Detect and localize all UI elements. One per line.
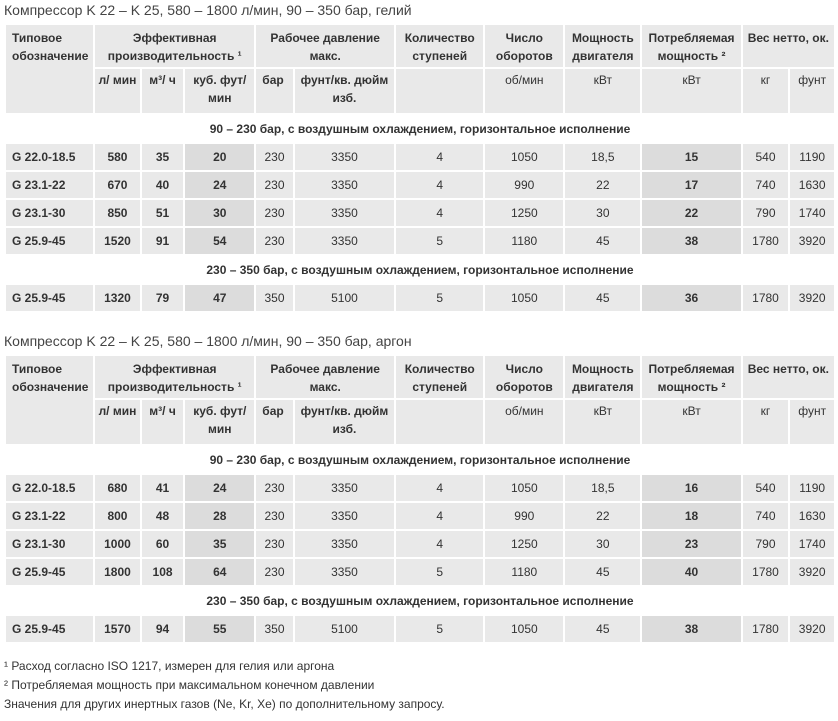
section-label: 230 – 350 бар, с воздушным охлаждением, горизонтальное исполнение <box>6 256 834 283</box>
header-motor: Мощность двигателя <box>565 356 640 398</box>
value-cell: 64 <box>185 559 254 585</box>
table-row <box>6 285 834 311</box>
value-cell: 18,5 <box>565 475 640 501</box>
value-cell: 47 <box>185 285 254 311</box>
value-cell: 230 <box>256 503 292 529</box>
value-cell: 23 <box>642 531 740 557</box>
value-cell: 230 <box>256 559 292 585</box>
unit-cell: м³/ ч <box>142 400 184 444</box>
value-cell: 1000 <box>95 531 140 557</box>
value-cell: 45 <box>565 559 640 585</box>
unit-cell: бар <box>256 400 292 444</box>
value-cell: 3920 <box>790 616 834 642</box>
value-cell: 5100 <box>295 285 394 311</box>
value-cell: 51 <box>142 200 184 226</box>
value-cell: 1740 <box>790 200 834 226</box>
value-cell: 17 <box>642 172 740 198</box>
value-cell: 5 <box>396 616 483 642</box>
value-cell: 4 <box>396 144 483 170</box>
unit-cell <box>396 400 483 444</box>
value-cell: 4 <box>396 475 483 501</box>
header-capacity: Эффективная производительность ¹ <box>95 356 254 398</box>
header-model: Типовое обозначение <box>6 25 93 113</box>
section-row <box>6 256 834 283</box>
value-cell: 350 <box>256 285 292 311</box>
unit-cell: куб. фут/ мин <box>185 69 254 113</box>
unit-cell <box>396 69 483 113</box>
value-cell: 45 <box>565 285 640 311</box>
unit-cell: об/мин <box>485 400 563 444</box>
value-cell: 5100 <box>295 616 394 642</box>
value-cell: 3350 <box>295 144 394 170</box>
spec-table <box>4 354 836 644</box>
value-cell: 3920 <box>790 559 834 585</box>
section-label: 230 – 350 бар, с воздушным охлаждением, горизонтальное исполнение <box>6 587 834 614</box>
value-cell: 28 <box>185 503 254 529</box>
value-cell: 3920 <box>790 285 834 311</box>
model-cell: G 23.1-22 <box>6 503 93 529</box>
units-row <box>6 400 834 444</box>
value-cell: 580 <box>95 144 140 170</box>
model-cell: G 25.9-45 <box>6 616 93 642</box>
value-cell: 18,5 <box>565 144 640 170</box>
value-cell: 4 <box>396 503 483 529</box>
value-cell: 3350 <box>295 503 394 529</box>
header-pressure: Рабочее давление макс. <box>256 25 394 67</box>
value-cell: 230 <box>256 200 292 226</box>
value-cell: 79 <box>142 285 184 311</box>
header-capacity: Эффективная производительность ¹ <box>95 25 254 67</box>
value-cell: 350 <box>256 616 292 642</box>
unit-cell: кг <box>743 69 789 113</box>
value-cell: 1250 <box>485 531 563 557</box>
value-cell: 1780 <box>743 559 789 585</box>
header-rpm: Число оборотов <box>485 356 563 398</box>
value-cell: 1320 <box>95 285 140 311</box>
spec-table <box>4 23 836 313</box>
unit-cell: кВт <box>642 69 740 113</box>
value-cell: 1630 <box>790 172 834 198</box>
value-cell: 3350 <box>295 531 394 557</box>
model-cell: G 23.1-22 <box>6 172 93 198</box>
value-cell: 3350 <box>295 172 394 198</box>
header-pressure: Рабочее давление макс. <box>256 356 394 398</box>
table-row <box>6 144 834 170</box>
value-cell: 22 <box>565 503 640 529</box>
header-row <box>6 25 834 67</box>
value-cell: 55 <box>185 616 254 642</box>
value-cell: 20 <box>185 144 254 170</box>
value-cell: 670 <box>95 172 140 198</box>
header-consumption: Потребляемая мощность ² <box>642 25 740 67</box>
value-cell: 1050 <box>485 475 563 501</box>
value-cell: 45 <box>565 228 640 254</box>
value-cell: 22 <box>565 172 640 198</box>
value-cell: 36 <box>642 285 740 311</box>
unit-cell: куб. фут/ мин <box>185 400 254 444</box>
value-cell: 108 <box>142 559 184 585</box>
value-cell: 40 <box>642 559 740 585</box>
value-cell: 230 <box>256 228 292 254</box>
value-cell: 54 <box>185 228 254 254</box>
value-cell: 230 <box>256 144 292 170</box>
table-row <box>6 503 834 529</box>
value-cell: 35 <box>185 531 254 557</box>
value-cell: 1190 <box>790 475 834 501</box>
value-cell: 60 <box>142 531 184 557</box>
section-row <box>6 587 834 614</box>
table-row <box>6 228 834 254</box>
value-cell: 5 <box>396 228 483 254</box>
header-model: Типовое обозначение <box>6 356 93 444</box>
value-cell: 790 <box>743 531 789 557</box>
header-consumption: Потребляемая мощность ² <box>642 356 740 398</box>
table-title: Компрессор K 22 – K 25, 580 – 1800 л/мин, 90 – 350 бар, аргон <box>4 333 412 349</box>
model-cell: G 22.0-18.5 <box>6 144 93 170</box>
table-title: Компрессор K 22 – K 25, 580 – 1800 л/мин, 90 – 350 бар, гелий <box>4 2 412 18</box>
value-cell: 3350 <box>295 475 394 501</box>
section-row <box>6 446 834 473</box>
units-row <box>6 69 834 113</box>
header-weight: Вес нетто, ок. <box>743 25 834 67</box>
header-rpm: Число оборотов <box>485 25 563 67</box>
value-cell: 4 <box>396 172 483 198</box>
value-cell: 30 <box>565 531 640 557</box>
value-cell: 680 <box>95 475 140 501</box>
value-cell: 1180 <box>485 228 563 254</box>
header-weight: Вес нетто, ок. <box>743 356 834 398</box>
footnote-3: Значения для других инертных газов (Ne, Kr, Xe) по дополнительному запросу. <box>4 697 445 711</box>
value-cell: 1050 <box>485 616 563 642</box>
value-cell: 40 <box>142 172 184 198</box>
unit-cell: фунт/кв. дюйм изб. <box>295 69 394 113</box>
value-cell: 230 <box>256 475 292 501</box>
value-cell: 1250 <box>485 200 563 226</box>
value-cell: 1050 <box>485 144 563 170</box>
value-cell: 1780 <box>743 616 789 642</box>
model-cell: G 25.9-45 <box>6 285 93 311</box>
value-cell: 35 <box>142 144 184 170</box>
unit-cell: л/ мин <box>95 400 140 444</box>
model-cell: G 23.1-30 <box>6 531 93 557</box>
table-row <box>6 200 834 226</box>
value-cell: 3920 <box>790 228 834 254</box>
value-cell: 1520 <box>95 228 140 254</box>
model-cell: G 25.9-45 <box>6 559 93 585</box>
model-cell: G 22.0-18.5 <box>6 475 93 501</box>
value-cell: 740 <box>743 172 789 198</box>
value-cell: 15 <box>642 144 740 170</box>
value-cell: 1780 <box>743 285 789 311</box>
unit-cell: фунт <box>790 69 834 113</box>
value-cell: 30 <box>185 200 254 226</box>
value-cell: 5 <box>396 559 483 585</box>
footnote-2: ² Потребляемая мощность при максимальном конечном давлении <box>4 678 375 692</box>
header-stages: Количество ступеней <box>396 25 483 67</box>
value-cell: 91 <box>142 228 184 254</box>
value-cell: 790 <box>743 200 789 226</box>
value-cell: 4 <box>396 531 483 557</box>
value-cell: 48 <box>142 503 184 529</box>
value-cell: 24 <box>185 172 254 198</box>
unit-cell: кВт <box>642 400 740 444</box>
table-row <box>6 616 834 642</box>
value-cell: 16 <box>642 475 740 501</box>
value-cell: 1190 <box>790 144 834 170</box>
value-cell: 94 <box>142 616 184 642</box>
unit-cell: л/ мин <box>95 69 140 113</box>
value-cell: 41 <box>142 475 184 501</box>
value-cell: 1780 <box>743 228 789 254</box>
value-cell: 3350 <box>295 200 394 226</box>
value-cell: 38 <box>642 228 740 254</box>
table-row <box>6 172 834 198</box>
value-cell: 230 <box>256 172 292 198</box>
table-row <box>6 559 834 585</box>
model-cell: G 25.9-45 <box>6 228 93 254</box>
table-row <box>6 531 834 557</box>
header-motor: Мощность двигателя <box>565 25 640 67</box>
value-cell: 22 <box>642 200 740 226</box>
value-cell: 990 <box>485 503 563 529</box>
unit-cell: фунт <box>790 400 834 444</box>
section-row <box>6 115 834 142</box>
value-cell: 4 <box>396 200 483 226</box>
model-cell: G 23.1-30 <box>6 200 93 226</box>
value-cell: 1740 <box>790 531 834 557</box>
value-cell: 45 <box>565 616 640 642</box>
value-cell: 540 <box>743 144 789 170</box>
table-row <box>6 475 834 501</box>
value-cell: 1800 <box>95 559 140 585</box>
value-cell: 850 <box>95 200 140 226</box>
value-cell: 38 <box>642 616 740 642</box>
header-stages: Количество ступеней <box>396 356 483 398</box>
value-cell: 30 <box>565 200 640 226</box>
section-label: 90 – 230 бар, с воздушным охлаждением, горизонтальное исполнение <box>6 115 834 142</box>
value-cell: 1630 <box>790 503 834 529</box>
footnotes <box>4 657 445 714</box>
value-cell: 3350 <box>295 228 394 254</box>
unit-cell: фунт/кв. дюйм изб. <box>295 400 394 444</box>
value-cell: 230 <box>256 531 292 557</box>
value-cell: 990 <box>485 172 563 198</box>
header-row <box>6 356 834 398</box>
value-cell: 540 <box>743 475 789 501</box>
section-label: 90 – 230 бар, с воздушным охлаждением, горизонтальное исполнение <box>6 446 834 473</box>
value-cell: 1570 <box>95 616 140 642</box>
unit-cell: кВт <box>565 400 640 444</box>
value-cell: 18 <box>642 503 740 529</box>
value-cell: 1050 <box>485 285 563 311</box>
footnote-1: ¹ Расход согласно ISO 1217, измерен для гелия или аргона <box>4 659 335 673</box>
unit-cell: м³/ ч <box>142 69 184 113</box>
value-cell: 5 <box>396 285 483 311</box>
unit-cell: бар <box>256 69 292 113</box>
value-cell: 24 <box>185 475 254 501</box>
unit-cell: об/мин <box>485 69 563 113</box>
value-cell: 740 <box>743 503 789 529</box>
value-cell: 3350 <box>295 559 394 585</box>
unit-cell: кВт <box>565 69 640 113</box>
value-cell: 800 <box>95 503 140 529</box>
value-cell: 1180 <box>485 559 563 585</box>
unit-cell: кг <box>743 400 789 444</box>
